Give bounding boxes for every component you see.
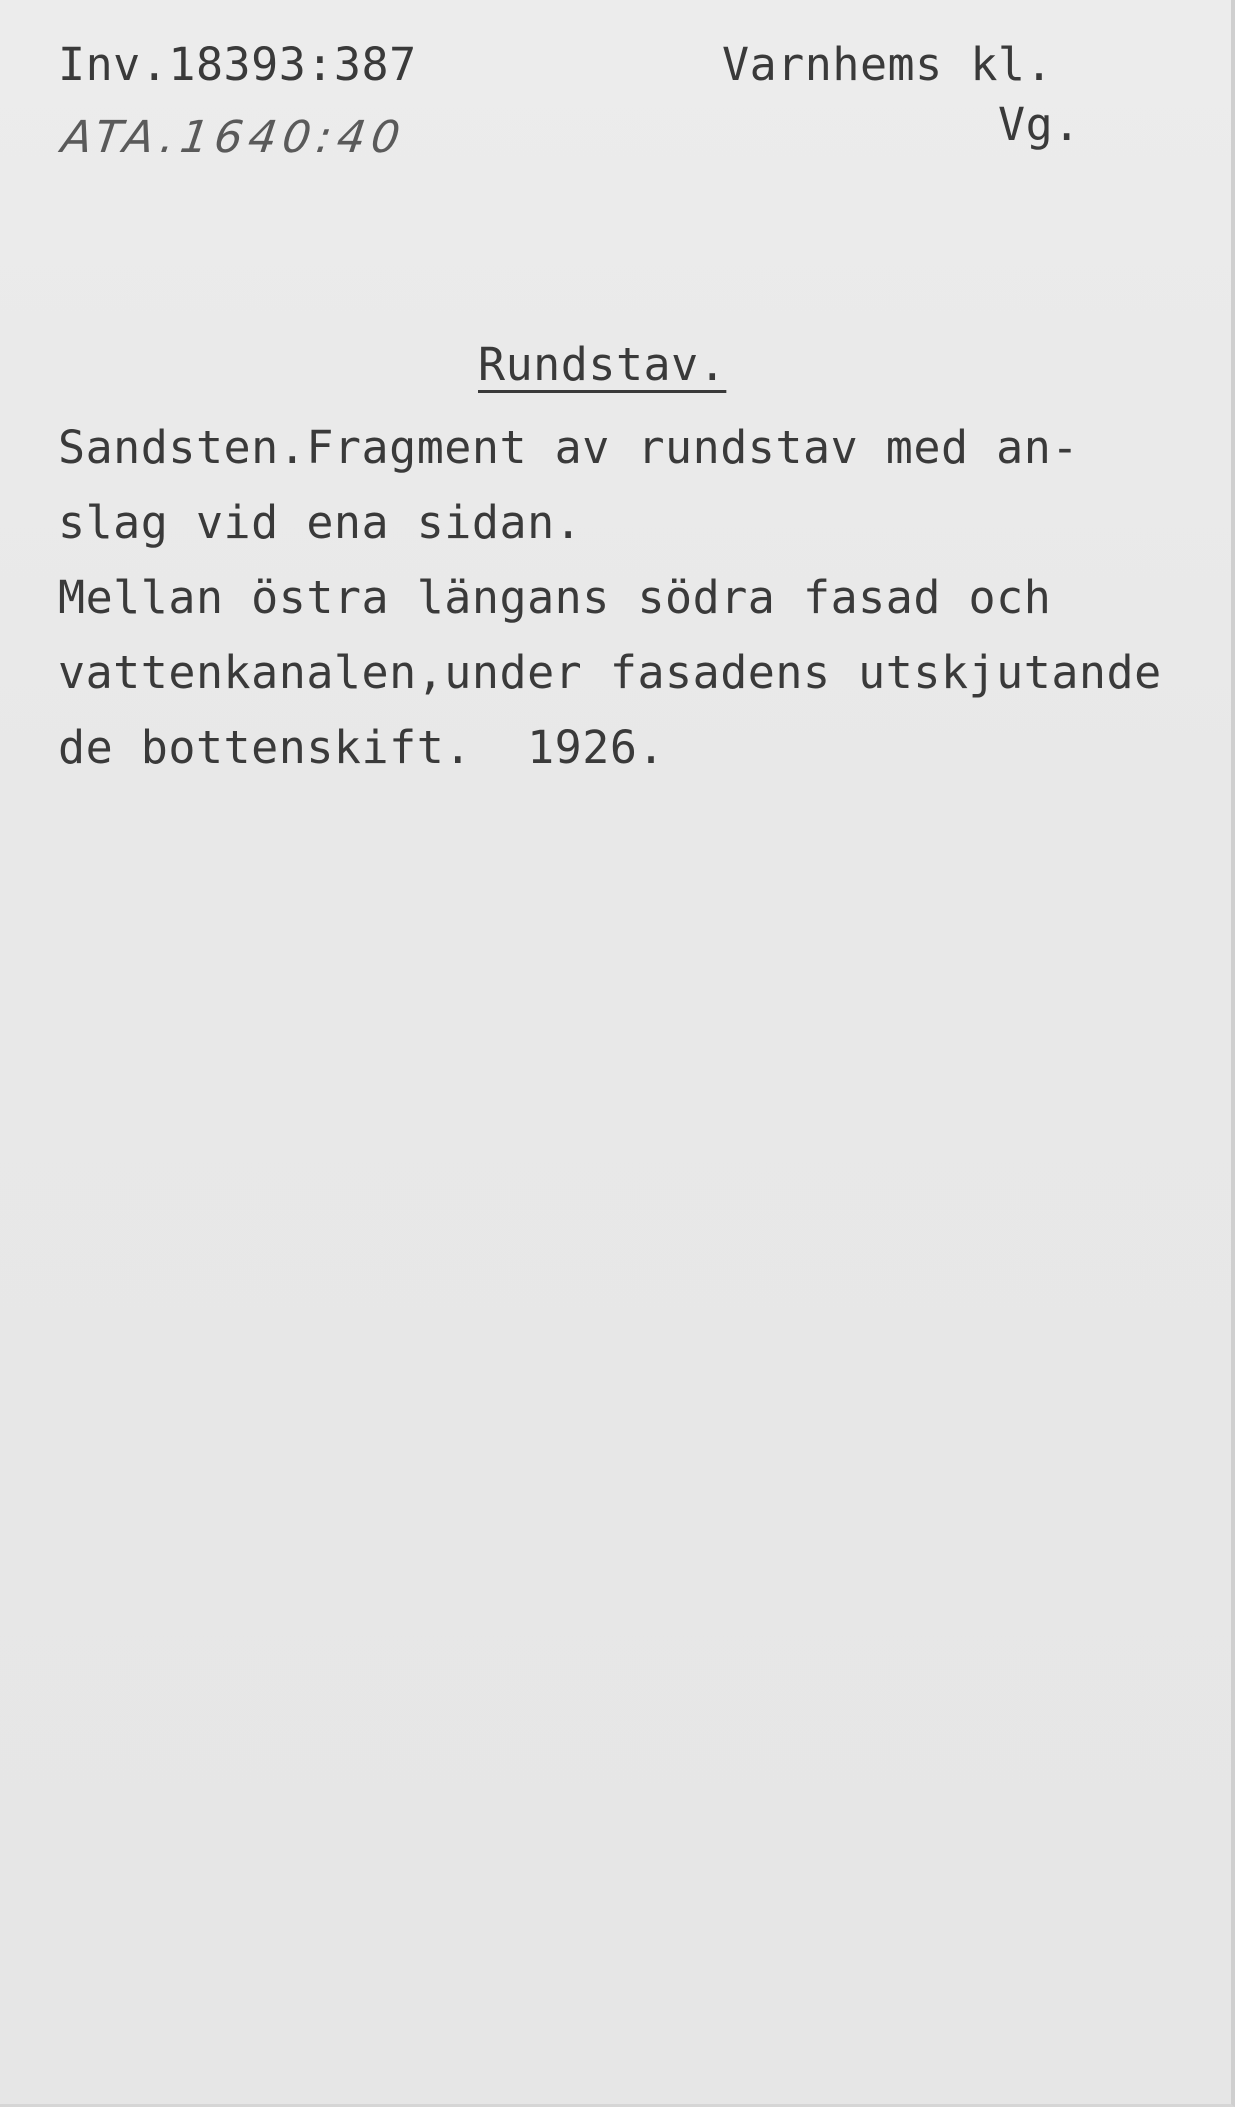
place-name: Varnhems kl. — [722, 38, 1054, 91]
description-line: slag vid ena sidan. — [58, 496, 583, 549]
description-line: de bottenskift. 1926. — [58, 721, 666, 774]
description-text — [58, 410, 1228, 785]
description-line: vattenkanalen,under fasadens utskjutande — [58, 646, 1162, 699]
object-title: Rundstav. — [478, 338, 727, 391]
region-code: Vg. — [998, 98, 1081, 151]
description-line: Sandsten.Fragment av rundstav med an- — [58, 421, 1079, 474]
archive-reference-handwritten: ATA.1640:40 — [58, 112, 410, 163]
description-line: Mellan östra längans södra fasad och — [58, 571, 1052, 624]
inventory-number: Inv.18393:387 — [58, 38, 417, 91]
